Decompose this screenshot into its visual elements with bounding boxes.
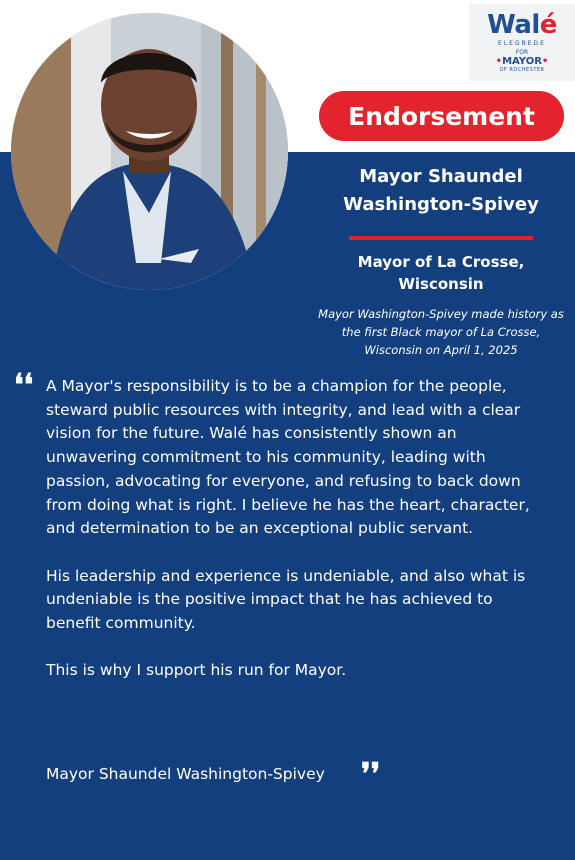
quote-paragraph: This is why I support his run for Mayor. <box>46 661 347 680</box>
quote-paragraph: His leadership and experience is undeniable, and also what is undeniable is the positive impact that he has achieved to benefit community. <box>46 566 526 633</box>
open-quote-icon: ❛❛ <box>14 368 34 403</box>
quote-signature: Mayor Shaundel Washington-Spivey <box>46 765 325 783</box>
quote-paragraph: A Mayor's responsibility is to be a champion for the people, steward public resources with integrity, and lead with a clear vision for the future. Walé has consistently shown an unwavering commitment to his community, leading with passion, advocating for everyone, and refusing to back down from doing what is right. I believe he has the heart, character, and determination to be an exceptional public servant. <box>46 377 530 538</box>
endorser-name: Mayor Shaundel Washington-Spivey <box>343 166 539 215</box>
logo-for: FOR <box>515 49 529 56</box>
red-divider <box>349 236 533 240</box>
logo-name: Walé <box>487 10 557 40</box>
endorser-note: Mayor Washington-Spivey made history as the first Black mayor of La Crosse, Wisconsin on April 1, 2025 <box>318 307 564 357</box>
endorser-role: Mayor of La Crosse, Wisconsin <box>357 253 525 293</box>
endorsement-quote <box>46 375 551 707</box>
logo-surname: ELEGBEDE <box>498 40 546 47</box>
logo-mayor: •MAYOR• <box>495 56 549 67</box>
endorser-portrait <box>11 13 288 290</box>
endorsement-badge: Endorsement <box>319 91 564 141</box>
logo-city: OF ROCHESTER <box>499 67 545 73</box>
campaign-logo <box>469 4 575 81</box>
close-quote-icon: ❜❜ <box>361 757 381 792</box>
